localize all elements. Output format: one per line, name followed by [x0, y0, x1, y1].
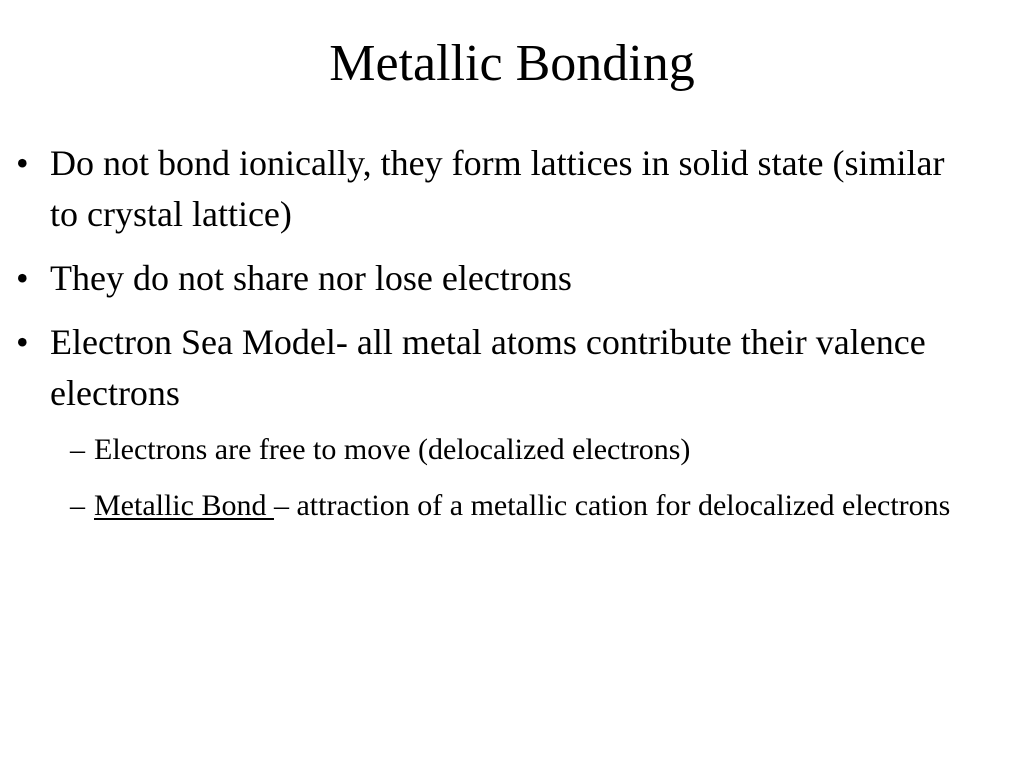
sub-bullet-item — [50, 427, 970, 473]
bullet-item — [10, 253, 970, 304]
sub-bullet-list — [50, 427, 970, 529]
bullet-text: Electron Sea Model- all metal atoms contribute their valence electrons — [50, 322, 926, 413]
sub-bullet-item — [50, 483, 970, 529]
bullet-text: Do not bond ionically, they form lattices in solid state (similar to crystal lattice) — [50, 143, 945, 234]
dash-marker: – — [70, 433, 85, 466]
bullet-marker: • — [16, 258, 29, 298]
underlined-term: Metallic Bond — [94, 489, 274, 522]
bullet-text: They do not share nor lose electrons — [50, 258, 572, 298]
slide-title: Metallic Bonding — [329, 35, 695, 92]
sub-bullet-text: – attraction of a metallic cation for delocalized electrons — [273, 489, 951, 522]
bullet-item — [10, 138, 970, 240]
bullet-list — [10, 138, 970, 542]
bullet-item — [10, 317, 970, 529]
bullet-marker: • — [16, 322, 29, 362]
dash-marker: – — [70, 489, 85, 522]
sub-bullet-text: Electrons are free to move (delocalized electrons) — [94, 433, 691, 466]
bullet-marker: • — [16, 143, 29, 183]
